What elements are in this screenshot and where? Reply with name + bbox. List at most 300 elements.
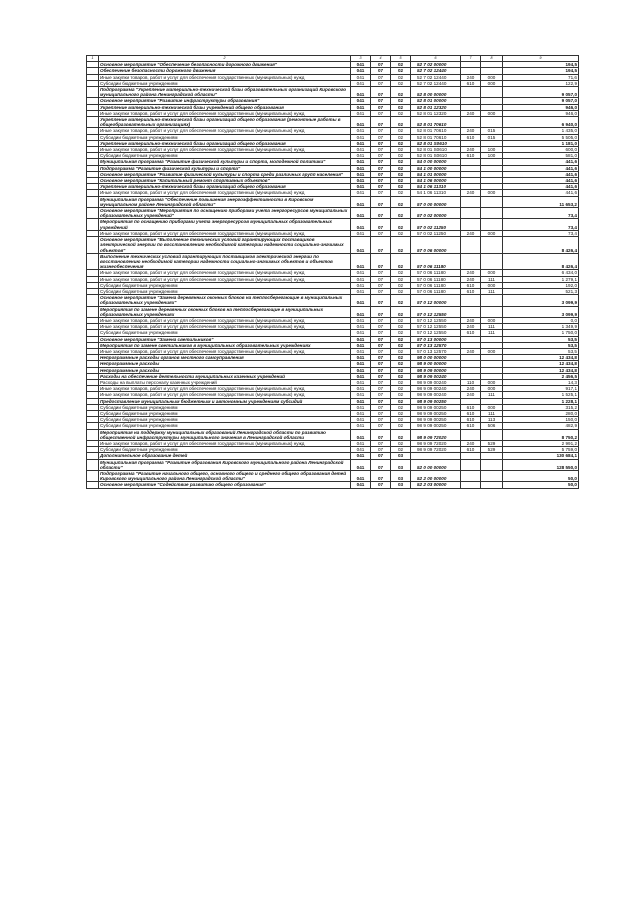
- podrazdel-code: 02: [391, 361, 411, 367]
- podrazdel-code: 02: [391, 98, 411, 104]
- target-article-code: 98 9 09 72020: [411, 441, 461, 447]
- target-article-code: 52 7 02 12440: [411, 80, 461, 86]
- empty-cell: [87, 87, 99, 98]
- amount-value: 1 750,0: [503, 330, 579, 336]
- amount-value: 1 228,1: [503, 398, 579, 404]
- table-row: [87, 219, 579, 230]
- expense-type-code: [461, 306, 481, 317]
- target-article-code: 57 0 12 12550: [411, 306, 461, 317]
- expense-type-code: 610: [461, 417, 481, 423]
- podrazdel-code: 02: [391, 295, 411, 306]
- razdel-code: 07: [371, 117, 391, 128]
- ved-code: 041: [351, 110, 371, 116]
- empty-cell: [87, 117, 99, 128]
- podrazdel-code: 02: [391, 348, 411, 354]
- razdel-code: 07: [371, 196, 391, 207]
- expense-type-code: 610: [461, 134, 481, 140]
- kosgu-code: 000: [481, 80, 503, 86]
- target-article-code: 54 1 06 00000: [411, 178, 461, 184]
- podrazdel-code: 02: [391, 336, 411, 342]
- razdel-code: 07: [371, 392, 391, 398]
- razdel-code: 07: [371, 404, 391, 410]
- ved-code: 041: [351, 282, 371, 288]
- row-name: Субсидии бюджетным учреждениям: [99, 134, 351, 140]
- expense-type-code: 110: [461, 379, 481, 385]
- podrazdel-code: 02: [391, 342, 411, 348]
- podrazdel-code: 02: [391, 184, 411, 190]
- row-name: Мероприятия на поддержку муниципальных образований Ленинградской области по развитию общественной инфраструктуры муниципального значения в Ленинградской области: [99, 429, 351, 440]
- expense-type-code: 610: [461, 288, 481, 294]
- target-article-code: 52 7 02 12440: [411, 74, 461, 80]
- ved-code: 041: [351, 410, 371, 416]
- expense-type-code: [461, 196, 481, 207]
- ved-code: 041: [351, 117, 371, 128]
- ved-code: 041: [351, 386, 371, 392]
- podrazdel-code: 02: [391, 253, 411, 270]
- table-row: [87, 482, 579, 488]
- razdel-code: 07: [371, 453, 391, 459]
- empty-cell: [87, 295, 99, 306]
- podrazdel-code: 02: [391, 74, 411, 80]
- kosgu-code: 529: [481, 447, 503, 453]
- razdel-code: 07: [371, 62, 391, 68]
- amount-value: 1 279,1: [503, 276, 579, 282]
- podrazdel-code: 02: [391, 404, 411, 410]
- amount-value: 482,9: [503, 423, 579, 429]
- ved-code: 041: [351, 190, 371, 196]
- expense-type-code: [461, 482, 481, 488]
- amount-value: 50,0: [503, 482, 579, 488]
- kosgu-code: 111: [481, 330, 503, 336]
- ved-code: 041: [351, 208, 371, 219]
- table-row: [87, 306, 579, 317]
- empty-cell: [87, 306, 99, 317]
- row-name: Непрограммные расходы: [99, 361, 351, 367]
- podrazdel-code: 02: [391, 80, 411, 86]
- razdel-code: 07: [371, 459, 391, 470]
- razdel-code: 07: [371, 288, 391, 294]
- podrazdel-code: 02: [391, 276, 411, 282]
- kosgu-code: [481, 117, 503, 128]
- kosgu-code: [481, 237, 503, 254]
- ved-code: 041: [351, 153, 371, 159]
- podrazdel-code: 02: [391, 367, 411, 373]
- expense-type-code: 610: [461, 80, 481, 86]
- kosgu-code: [481, 459, 503, 470]
- target-article-code: 57 0 12 12550: [411, 324, 461, 330]
- row-name: Укрепление материально-технической базы учреждений общего образования: [99, 104, 351, 110]
- razdel-code: 07: [371, 219, 391, 230]
- podrazdel-code: 03: [391, 471, 411, 482]
- amount-value: 1 435,0: [503, 128, 579, 134]
- expense-type-code: 240: [461, 386, 481, 392]
- amount-value: 441,6: [503, 178, 579, 184]
- expense-type-code: 240: [461, 270, 481, 276]
- target-article-code: 57 0 06 11180: [411, 253, 461, 270]
- kosgu-code: 000: [481, 404, 503, 410]
- amount-value: 1 525,1: [503, 392, 579, 398]
- amount-value: 6 940,0: [503, 117, 579, 128]
- empty-cell: [87, 482, 99, 488]
- ved-code: 041: [351, 453, 371, 459]
- ved-code: 041: [351, 404, 371, 410]
- target-article-code: 52 8 01 12320: [411, 110, 461, 116]
- target-article-code: 54 1 01 00000: [411, 171, 461, 177]
- podrazdel-code: 02: [391, 324, 411, 330]
- target-article-code: 98 9 09 00240: [411, 379, 461, 385]
- kosgu-code: 000: [481, 110, 503, 116]
- empty-cell: [87, 219, 99, 230]
- row-name: Укрепление материально-технической базы организаций общего образования: [99, 140, 351, 146]
- ved-code: 041: [351, 270, 371, 276]
- kosgu-code: 000: [481, 74, 503, 80]
- target-article-code: 98 9 00 00000: [411, 361, 461, 367]
- target-article-code: 57 0 02 11250: [411, 230, 461, 236]
- podrazdel-code: 02: [391, 153, 411, 159]
- podrazdel-code: 02: [391, 423, 411, 429]
- target-article-code: 52 2 00 00000: [411, 471, 461, 482]
- expense-type-code: 240: [461, 230, 481, 236]
- amount-value: 600,0: [503, 147, 579, 153]
- target-article-code: 52 8 01 S0610: [411, 147, 461, 153]
- kosgu-code: 100: [481, 153, 503, 159]
- table-row: [87, 253, 579, 270]
- row-name: Дополнительное образование детей: [99, 453, 351, 459]
- ved-code: 041: [351, 87, 371, 98]
- podrazdel-code: 02: [391, 355, 411, 361]
- amount-value: 521,3: [503, 288, 579, 294]
- razdel-code: 07: [371, 386, 391, 392]
- target-article-code: 52 8 01 70610: [411, 128, 461, 134]
- amount-value: 12 434,8: [503, 361, 579, 367]
- amount-value: 946,0: [503, 110, 579, 116]
- expense-type-code: [461, 208, 481, 219]
- razdel-code: 07: [371, 159, 391, 165]
- podrazdel-code: 02: [391, 288, 411, 294]
- razdel-code: 07: [371, 253, 391, 270]
- razdel-code: 07: [371, 134, 391, 140]
- amount-value: 130 684,1: [503, 453, 579, 459]
- ved-code: 041: [351, 237, 371, 254]
- expense-type-code: [461, 295, 481, 306]
- ved-code: 041: [351, 355, 371, 361]
- amount-value: 441,6: [503, 190, 579, 196]
- target-article-code: 54 1 06 11310: [411, 190, 461, 196]
- podrazdel-code: 02: [391, 282, 411, 288]
- kosgu-code: 111: [481, 288, 503, 294]
- ved-code: 041: [351, 441, 371, 447]
- kosgu-code: [481, 219, 503, 230]
- row-name: Иные закупки товаров, работ и услуг для обеспечения государственных (муниципальных) нужд: [99, 190, 351, 196]
- row-name: Мероприятия по замене деревянных оконных блоков на теплосберегающие в муниципальных образовательных учреждениях: [99, 306, 351, 317]
- amount-value: 917,1: [503, 386, 579, 392]
- target-article-code: 57 0 06 11180: [411, 282, 461, 288]
- amount-value: 73,4: [503, 219, 579, 230]
- row-name: Иные закупки товаров, работ и услуг для обеспечения государственных (муниципальных) нужд: [99, 324, 351, 330]
- column-number: 4: [371, 56, 391, 62]
- ved-code: 041: [351, 276, 371, 282]
- amount-value: 122,9: [503, 80, 579, 86]
- podrazdel-code: 02: [391, 429, 411, 440]
- razdel-code: 07: [371, 317, 391, 323]
- table-row: [87, 295, 579, 306]
- row-name: Иные закупки товаров, работ и услуг для обеспечения государственных (муниципальных) нужд: [99, 74, 351, 80]
- target-article-code: 57 0 02 00000: [411, 208, 461, 219]
- row-name: Основное мероприятие "Замена деревянных оконных блоков на теплосберегающие в муниципальных образовательных учреждениях": [99, 295, 351, 306]
- podrazdel-code: 02: [391, 128, 411, 134]
- row-name: Иные закупки товаров, работ и услуг для обеспечения государственных (муниципальных) нужд: [99, 147, 351, 153]
- ved-code: 041: [351, 104, 371, 110]
- row-name: Мероприятия по оснащению приборами учета энергоресурсов муниципальных образовательных учреждений: [99, 219, 351, 230]
- row-name: Муниципальная программа "Развитие физической культуры и спорта, молодежной политики": [99, 159, 351, 165]
- table-row: [87, 459, 579, 470]
- razdel-code: 07: [371, 417, 391, 423]
- razdel-code: 07: [371, 178, 391, 184]
- expense-type-code: 610: [461, 282, 481, 288]
- kosgu-code: 000: [481, 230, 503, 236]
- ved-code: 041: [351, 68, 371, 74]
- amount-value: 441,6: [503, 165, 579, 171]
- target-article-code: 98 0 00 00000: [411, 355, 461, 361]
- podrazdel-code: 02: [391, 104, 411, 110]
- target-article-code: 98 9 09 00240: [411, 386, 461, 392]
- expense-type-code: 610: [461, 410, 481, 416]
- row-name: Субсидии бюджетным учреждениям: [99, 153, 351, 159]
- podrazdel-code: 02: [391, 306, 411, 317]
- kosgu-code: 111: [481, 276, 503, 282]
- podrazdel-code: 02: [391, 330, 411, 336]
- ved-code: 041: [351, 98, 371, 104]
- razdel-code: 07: [371, 342, 391, 348]
- row-name: Субсидии бюджетным учреждениям: [99, 410, 351, 416]
- amount-value: 5 505,0: [503, 134, 579, 140]
- row-name: Подпрограмма "Укрепление материально-технической базы образовательных организаций Кировского муниципального района Ленинградской области": [99, 87, 351, 98]
- razdel-code: 07: [371, 110, 391, 116]
- expense-type-code: 240: [461, 317, 481, 323]
- row-name: Непрограммные расходы: [99, 367, 351, 373]
- ved-code: 041: [351, 429, 371, 440]
- target-article-code: 57 0 06 00000: [411, 237, 461, 254]
- amount-value: 5 759,0: [503, 447, 579, 453]
- ved-code: 041: [351, 288, 371, 294]
- target-article-code: 57 0 00 00000: [411, 196, 461, 207]
- podrazdel-code: 02: [391, 159, 411, 165]
- podrazdel-code: 02: [391, 230, 411, 236]
- razdel-code: 07: [371, 429, 391, 440]
- razdel-code: 07: [371, 80, 391, 86]
- row-name: Иные закупки товаров, работ и услуг для обеспечения государственных (муниципальных) нужд: [99, 392, 351, 398]
- kosgu-code: [481, 482, 503, 488]
- ved-code: 041: [351, 342, 371, 348]
- row-name: Иные закупки товаров, работ и услуг для обеспечения государственных (муниципальных) нужд: [99, 270, 351, 276]
- amount-value: 441,6: [503, 159, 579, 165]
- podrazdel-code: 02: [391, 317, 411, 323]
- razdel-code: 07: [371, 282, 391, 288]
- target-article-code: 57 0 02 11250: [411, 219, 461, 230]
- razdel-code: 07: [371, 423, 391, 429]
- amount-value: 2 991,2: [503, 441, 579, 447]
- razdel-code: 07: [371, 447, 391, 453]
- expense-type-code: 240: [461, 441, 481, 447]
- podrazdel-code: 02: [391, 140, 411, 146]
- kosgu-code: [481, 306, 503, 317]
- amount-value: 14,3: [503, 379, 579, 385]
- row-name: Муниципальная программа "Обеспечение повышения энергоэффективности в Кировском муниципальном районе Ленинградской области": [99, 196, 351, 207]
- ved-code: 041: [351, 324, 371, 330]
- empty-cell: [87, 237, 99, 254]
- amount-value: 2 456,5: [503, 373, 579, 379]
- target-article-code: 52 0 00 00000: [411, 459, 461, 470]
- podrazdel-code: 03: [391, 453, 411, 459]
- row-name: Выполнение технических условий гарантирующих поставщиков электрической энергии по восстановлению необходимой категории надежности социально-значимых объектов и объектов жизнеобеспечения: [99, 253, 351, 270]
- target-article-code: 52 7 02 12440: [411, 68, 461, 74]
- ved-code: 041: [351, 398, 371, 404]
- amount-value: 1 181,0: [503, 140, 579, 146]
- row-name: Непрограммные расходы органов местного самоуправления: [99, 355, 351, 361]
- expense-type-code: 240: [461, 147, 481, 153]
- row-name: Расходы на выплаты персоналу казенных учреждений: [99, 379, 351, 385]
- amount-value: 3 099,9: [503, 306, 579, 317]
- target-article-code: 57 0 13 00000: [411, 336, 461, 342]
- amount-value: 11 653,2: [503, 196, 579, 207]
- target-article-code: 57 0 06 11180: [411, 288, 461, 294]
- podrazdel-code: 02: [391, 386, 411, 392]
- column-number: 9: [503, 56, 579, 62]
- kosgu-code: 113: [481, 417, 503, 423]
- expense-type-code: 240: [461, 128, 481, 134]
- budget-table-page: [86, 55, 578, 489]
- kosgu-code: 000: [481, 282, 503, 288]
- amount-value: 194,5: [503, 68, 579, 74]
- row-name: Субсидии бюджетным учреждениям: [99, 423, 351, 429]
- target-article-code: 57 0 12 00000: [411, 295, 461, 306]
- row-name: Подпрограмма "Развитие начального общего, основного общего и среднего общего образования детей Кировского муниципального района Ленинградской области": [99, 471, 351, 482]
- expense-type-code: 240: [461, 276, 481, 282]
- expense-type-code: [461, 219, 481, 230]
- amount-value: 8 426,4: [503, 253, 579, 270]
- ved-code: 041: [351, 80, 371, 86]
- kosgu-code: 000: [481, 190, 503, 196]
- kosgu-code: 111: [481, 324, 503, 330]
- razdel-code: 07: [371, 367, 391, 373]
- ved-code: 041: [351, 159, 371, 165]
- podrazdel-code: 02: [391, 190, 411, 196]
- row-name: Иные закупки товаров, работ и услуг для обеспечения государственных (муниципальных) нужд: [99, 230, 351, 236]
- row-name: Основное мероприятие "Обеспечение безопасности дорожного движения": [99, 62, 351, 68]
- podrazdel-code: 02: [391, 87, 411, 98]
- amount-value: 192,0: [503, 282, 579, 288]
- expense-type-code: [461, 459, 481, 470]
- ved-code: 041: [351, 147, 371, 153]
- kosgu-code: [481, 196, 503, 207]
- razdel-code: 07: [371, 230, 391, 236]
- expense-type-code: 610: [461, 153, 481, 159]
- target-article-code: 52 8 01 70610: [411, 134, 461, 140]
- kosgu-code: 000: [481, 348, 503, 354]
- ved-code: 041: [351, 482, 371, 488]
- kosgu-code: [481, 295, 503, 306]
- target-article-code: 57 0 12 12550: [411, 317, 461, 323]
- row-name: Основное мероприятие "Мероприятия по оснащению приборами учета энергоресурсов муниципальных образовательных учреждений": [99, 208, 351, 219]
- row-name: Иные закупки товаров, работ и услуг для обеспечения государственных (муниципальных) нужд: [99, 441, 351, 447]
- ved-code: 041: [351, 219, 371, 230]
- ved-code: 041: [351, 196, 371, 207]
- column-number: 3: [351, 56, 371, 62]
- amount-value: 280,0: [503, 410, 579, 416]
- ved-code: 041: [351, 471, 371, 482]
- kosgu-code: 111: [481, 410, 503, 416]
- amount-value: 441,6: [503, 171, 579, 177]
- ved-code: 041: [351, 306, 371, 317]
- target-article-code: 52 8 00 00000: [411, 87, 461, 98]
- row-name: Основное мероприятие "Капитальный ремонт спортивных объектов": [99, 178, 351, 184]
- amount-value: 71,6: [503, 74, 579, 80]
- row-name: Расходы на обеспечение деятельности муниципальных казенных учреждений: [99, 373, 351, 379]
- table-row: [87, 208, 579, 219]
- razdel-code: 07: [371, 336, 391, 342]
- podrazdel-code: 02: [391, 373, 411, 379]
- row-name: Основное мероприятие "Выполнение технических условий гарантирующих поставщиков электрической энергии по восстановлению необходимой категории надежности социально-значимых объектов": [99, 237, 351, 254]
- expense-type-code: 610: [461, 404, 481, 410]
- empty-cell: [87, 208, 99, 219]
- kosgu-code: 015: [481, 128, 503, 134]
- razdel-code: 07: [371, 68, 391, 74]
- amount-value: 946,0: [503, 104, 579, 110]
- amount-value: 53,5: [503, 348, 579, 354]
- razdel-code: 07: [371, 128, 391, 134]
- podrazdel-code: 02: [391, 447, 411, 453]
- razdel-code: 07: [371, 355, 391, 361]
- podrazdel-code: 02: [391, 208, 411, 219]
- row-name: Укрепление материально-технической базы организаций общего образования (ремонтные работы в общеобразовательных организациях): [99, 117, 351, 128]
- podrazdel-code: 02: [391, 134, 411, 140]
- amount-value: 9 057,0: [503, 87, 579, 98]
- table-row: [87, 471, 579, 482]
- column-number: 8: [481, 56, 503, 62]
- row-name: Укрепление материально-технической базы организаций общего образования: [99, 184, 351, 190]
- kosgu-code: 111: [481, 392, 503, 398]
- target-article-code: 52 8 01 S0610: [411, 153, 461, 159]
- amount-value: 581,0: [503, 153, 579, 159]
- kosgu-code: [481, 208, 503, 219]
- razdel-code: 07: [371, 276, 391, 282]
- row-name: Иные закупки товаров, работ и услуг для обеспечения государственных (муниципальных) нужд: [99, 386, 351, 392]
- expense-type-code: [461, 237, 481, 254]
- row-name: Предоставление муниципальным бюджетным и автономным учреждениям субсидий: [99, 398, 351, 404]
- amount-value: 12 434,8: [503, 355, 579, 361]
- target-article-code: 52 2 03 00000: [411, 482, 461, 488]
- podrazdel-code: 02: [391, 147, 411, 153]
- razdel-code: 07: [371, 147, 391, 153]
- target-article-code: 98 9 09 00250: [411, 417, 461, 423]
- ved-code: 041: [351, 140, 371, 146]
- amount-value: 8 426,4: [503, 237, 579, 254]
- ved-code: 041: [351, 367, 371, 373]
- amount-value: 73,4: [503, 230, 579, 236]
- razdel-code: 07: [371, 330, 391, 336]
- podrazdel-code: 02: [391, 417, 411, 423]
- podrazdel-code: 02: [391, 171, 411, 177]
- target-article-code: 52 8 01 00000: [411, 98, 461, 104]
- podrazdel-code: 03: [391, 482, 411, 488]
- ved-code: 041: [351, 295, 371, 306]
- table-row: [87, 87, 579, 98]
- razdel-code: 07: [371, 482, 391, 488]
- podrazdel-code: 03: [391, 459, 411, 470]
- razdel-code: 07: [371, 398, 391, 404]
- kosgu-code: [481, 471, 503, 482]
- target-article-code: 54 1 00 00000: [411, 165, 461, 171]
